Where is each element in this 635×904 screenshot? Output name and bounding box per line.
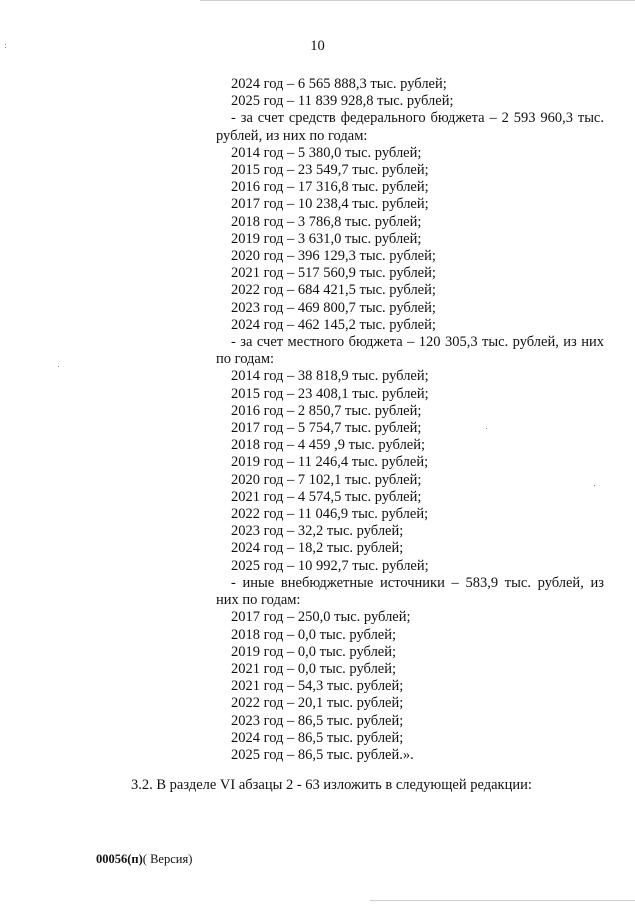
other-sources-heading-cont: них по годам: bbox=[216, 592, 301, 609]
scan-speck bbox=[5, 44, 6, 45]
text-line: 2018 год – 3 786,8 тыс. рублей; bbox=[231, 213, 422, 230]
text-line: 2015 год – 23 549,7 тыс. рублей; bbox=[231, 162, 429, 179]
text-line: 2017 год – 5 754,7 тыс. рублей; bbox=[231, 420, 422, 437]
text-line: 2019 год – 11 246,4 тыс. рублей; bbox=[231, 454, 429, 471]
text-line: 2025 год – 10 992,7 тыс. рублей; bbox=[231, 557, 429, 574]
text-line: 2018 год – 4 459 ,9 тыс. рублей; bbox=[231, 437, 426, 454]
federal-budget-heading-cont: рублей, из них по годам: bbox=[216, 127, 368, 144]
document-code: 00056(п) bbox=[96, 852, 143, 866]
text-line: 2017 год – 10 238,4 тыс. рублей; bbox=[231, 196, 429, 213]
text-line: 2022 год – 684 421,5 тыс. рублей; bbox=[231, 282, 436, 299]
text-line: 2024 год – 6 565 888,3 тыс. рублей; bbox=[231, 76, 447, 92]
other-sources-heading: - иные внебюджетные источники – 583,9 тыс. рублей, из bbox=[231, 574, 604, 591]
text-line: 2018 год – 0,0 тыс. рублей; bbox=[231, 626, 397, 643]
text-line: 2019 год – 0,0 тыс. рублей; bbox=[231, 643, 397, 660]
text-line: 2023 год – 469 800,7 тыс. рублей; bbox=[231, 299, 436, 316]
text-line: 2025 год – 86,5 тыс. рублей.». bbox=[231, 746, 414, 763]
local-budget-heading-cont: по годам: bbox=[216, 351, 275, 368]
funding-text-block bbox=[216, 76, 604, 764]
page-number: 10 bbox=[310, 38, 325, 54]
top-edge-rule bbox=[200, 0, 635, 1]
text-line: 2014 год – 5 380,0 тыс. рублей; bbox=[231, 144, 422, 161]
text-line: 2015 год – 23 408,1 тыс. рублей; bbox=[231, 385, 429, 402]
scan-speck bbox=[58, 366, 59, 367]
federal-budget-heading: - за счет средств федерального бюджета – 2 593 960,3 тыс. bbox=[231, 110, 604, 127]
text-line: 2020 год – 396 129,3 тыс. рублей; bbox=[231, 248, 436, 265]
text-line: 2023 год – 86,5 тыс. рублей; bbox=[231, 712, 404, 729]
text-line: 2024 год – 86,5 тыс. рублей; bbox=[231, 729, 404, 746]
text-line: 2021 год – 0,0 тыс. рублей; bbox=[231, 660, 397, 677]
text-line: 2014 год – 38 818,9 тыс. рублей; bbox=[231, 368, 429, 385]
scan-speck bbox=[594, 485, 595, 486]
text-line: 2025 год – 11 839 928,8 тыс. рублей; bbox=[231, 93, 454, 110]
text-line: 2020 год – 7 102,1 тыс. рублей; bbox=[231, 471, 422, 488]
text-line: 2024 год – 18,2 тыс. рублей; bbox=[231, 540, 404, 557]
text-line: 2019 год – 3 631,0 тыс. рублей; bbox=[231, 230, 422, 247]
text-line: 2023 год – 32,2 тыс. рублей; bbox=[231, 523, 404, 540]
text-line: 2022 год – 20,1 тыс. рублей; bbox=[231, 695, 404, 712]
text-line: 2017 год – 250,0 тыс. рублей; bbox=[231, 609, 411, 626]
text-line: 2024 год – 462 145,2 тыс. рублей; bbox=[231, 316, 436, 333]
section-paragraph: 3.2. В разделе VI абзацы 2 - 63 изложить в следующей редакции: bbox=[131, 777, 532, 793]
scan-speck bbox=[486, 428, 487, 429]
text-line: 2016 год – 17 316,8 тыс. рублей; bbox=[231, 179, 429, 196]
text-line: 2016 год – 2 850,7 тыс. рублей; bbox=[231, 402, 422, 419]
document-footer bbox=[96, 852, 192, 867]
local-budget-heading: - за счет местного бюджета – 120 305,3 тыс. рублей, из них bbox=[231, 334, 604, 351]
text-line: 2022 год – 11 046,9 тыс. рублей; bbox=[231, 506, 429, 523]
text-line: 2021 год – 517 560,9 тыс. рублей; bbox=[231, 265, 436, 282]
text-line: 2021 год – 54,3 тыс. рублей; bbox=[231, 678, 404, 695]
document-version: ( Версия) bbox=[142, 852, 193, 866]
bottom-edge-rule bbox=[370, 900, 635, 901]
text-line: 2021 год – 4 574,5 тыс. рублей; bbox=[231, 488, 422, 505]
scan-speck bbox=[5, 47, 6, 48]
